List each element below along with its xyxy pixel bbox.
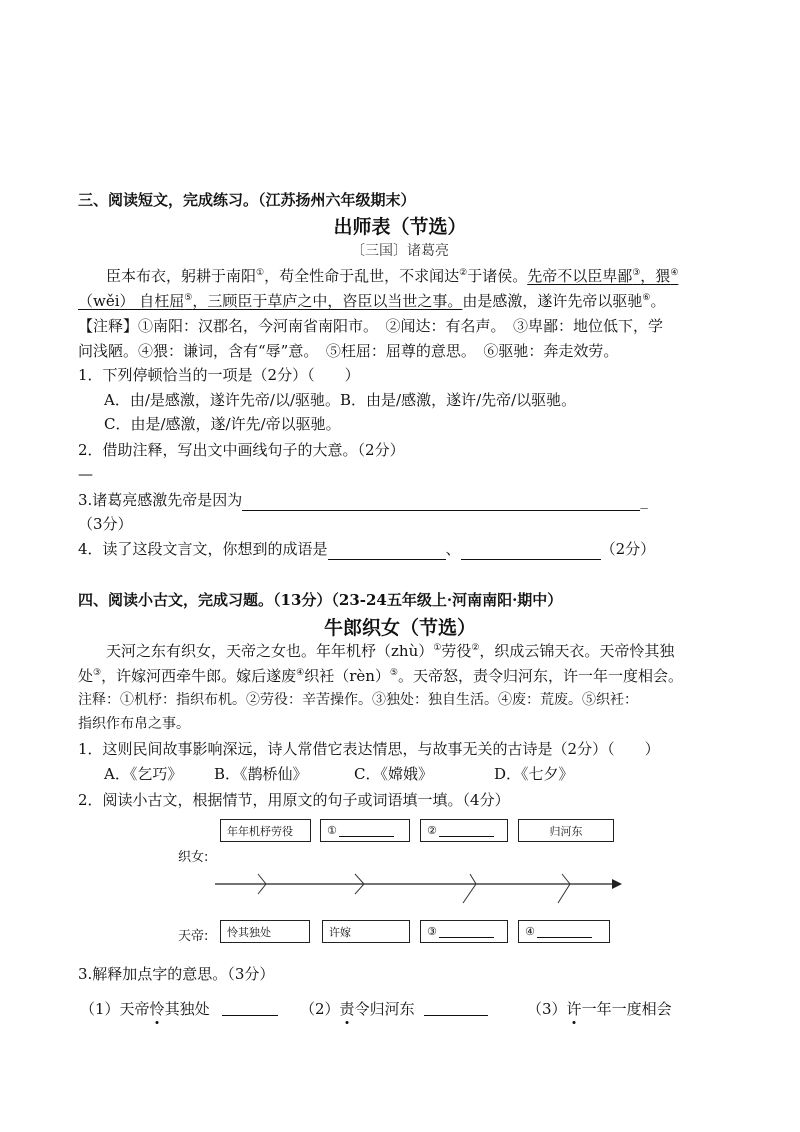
s4-q1-option-b: B．《鹊桥仙》 xyxy=(214,765,308,783)
section4-heading: 四、阅读小古文，完成习题。（13分）（23-24五年级上·河南南阳·期中） xyxy=(78,591,563,609)
section3-note-line2: 问浅陋。④猥：谦词，含有“辱”意。 ⑤枉屈：屈尊的意思。 ⑥驱驰：奔走效劳。 xyxy=(78,342,619,360)
s3-q2-answer-dash: — xyxy=(78,465,93,483)
underlined-sentence-part1: 先帝不以臣卑鄙③，猥④ xyxy=(527,267,679,285)
dotted-char-lian: 怜 xyxy=(149,1000,165,1018)
section3-passage-line2: （wěi） 自枉屈⑤，三顾臣于草庐之中，咨臣以当世之事。由是感激，遂许先帝以驱驰⑥。 xyxy=(78,292,666,310)
section4-passage-line1: 天河之东有织女，天帝之女也。年年机杼（zhù）①劳役②，织成云锦天衣。天帝怜其独 xyxy=(106,642,675,660)
s4-q1-option-c: C．《嫦娥》 xyxy=(354,765,433,783)
section3-author: 〔三国〕诸葛亮 xyxy=(351,243,449,259)
diagram-bottom-box-1: 怜其独处 xyxy=(220,920,310,943)
s4-q3-item1-blank[interactable] xyxy=(222,998,278,1016)
diagram-top-box-1: 年年机杼劳役 xyxy=(220,819,311,842)
s3-question2: 2．借助注释，写出文中画线句子的大意。（2分） xyxy=(78,441,405,459)
s4-q1-option-a: A．《乞巧》 xyxy=(104,765,183,783)
diagram-bottom-box-2: 许嫁 xyxy=(322,920,410,943)
timeline-tick-4 xyxy=(558,874,570,903)
section4-note-line1: 注释：①机杼：指织布机。②劳役：辛苦操作。③独处：独自生活。④废：荒废。⑤织衽： xyxy=(78,692,638,708)
s4-q3-item3: （3）许一年一度相会 xyxy=(527,1000,672,1018)
s4-question1: 1．这则民间故事影响深远，诗人常借它表达情思，与故事无关的古诗是（2分）（ ） xyxy=(78,740,660,758)
diagram-bottom-box-3[interactable]: ③ xyxy=(420,920,508,943)
s4-q3-item1: （1）天帝怜其独处 xyxy=(80,1000,210,1018)
s3-question4: 4．读了这段文言文，你想到的成语是 、 （2分） xyxy=(78,540,656,558)
diagram-top-box-2[interactable]: ① xyxy=(320,819,410,842)
underlined-sentence-part2: （wěi） 自枉屈⑤，三顾臣于草庐之中，咨臣以当世之事。 xyxy=(78,292,463,310)
s4-q1-option-d: D．《七夕》 xyxy=(494,765,574,783)
dotted-char-xu: 许 xyxy=(566,1000,582,1018)
section4-note-line2: 指织作布帛之事。 xyxy=(78,716,190,732)
s4-question2: 2．阅读小古文，根据情节，用原文的句子或词语填一填。（4分） xyxy=(78,791,510,809)
s3-q1-option-c: C．由是/感激，遂/许先/帝以驱驰。 xyxy=(104,415,341,433)
dotted-char-ze: 责 xyxy=(339,1000,355,1018)
s3-question3: 3.诸葛亮感激先帝是因为 _ xyxy=(78,491,648,509)
timeline-arrow-head xyxy=(612,879,622,889)
s4-question3: 3.解释加点字的意思。（3分） xyxy=(78,965,275,983)
timeline-tick-3 xyxy=(463,874,476,903)
diagram-top-box-4: 归河东 xyxy=(518,819,614,842)
section3-title: 出师表（节选） xyxy=(333,216,467,238)
section3-heading: 三、阅读短文，完成练习。（江苏扬州六年级期末） xyxy=(78,191,416,209)
diagram-label-weaver-girl: 织女: xyxy=(178,850,209,865)
diagram-label-heaven-emperor: 天帝: xyxy=(178,929,209,944)
section4-title: 牛郎织女（节选） xyxy=(323,617,476,639)
s3-q1-options-ab: A．由/是感激，遂许先帝/以/驱驰。B．由是/感激，遂许/先帝/以驱驰。 xyxy=(104,391,577,409)
section3-passage-line1: 臣本布衣，躬耕于南阳①，苟全性命于乱世，不求闻达②于诸侯。先帝不以臣卑鄙③，猥④ xyxy=(106,267,679,285)
diagram-bottom-box-4[interactable]: ④ xyxy=(518,920,610,943)
s3-question1: 1．下列停顿恰当的一项是（2分）（ ） xyxy=(78,366,360,384)
section3-note-line1: 【注释】①南阳：汉郡名，今河南省南阳市。 ②闻达：有名声。 ③卑鄙：地位低下，学 xyxy=(78,317,664,335)
s4-q3-item2: （2）责令归河东 xyxy=(300,1000,415,1018)
s3-q3-score: （3分） xyxy=(78,515,133,533)
section4-passage-line2: 处③，许嫁河西牵牛郎。嫁后遂废④织衽（rèn）⑤。天帝怒，责令归河东，许一年一度相会。 xyxy=(78,667,683,685)
s4-q3-item2-blank[interactable] xyxy=(424,998,488,1016)
diagram-top-box-3[interactable]: ② xyxy=(420,819,508,842)
